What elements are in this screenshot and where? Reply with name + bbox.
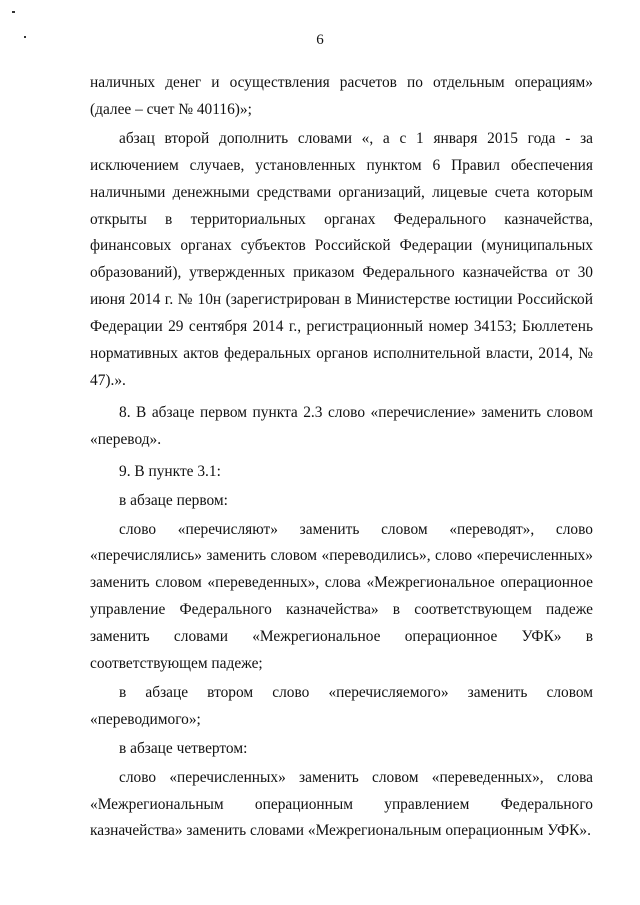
paragraph-abzac-second: в абзаце втором слово «перечисляемого» заменить словом «переводимого»;: [90, 683, 593, 728]
paragraph-abzac-first-body: слово «перечисляют» заменить словом «переводят», слово «перечислялись» заменить словом «переводились», слово «перечисленных» заменить словом «переведенных», слова «Межрегиональное операционное управление Федерального казначейства» в соответствующем падеже заменить словами «Межрегиональное операционное УФК» в соответствующем падеже;: [90, 520, 593, 673]
paragraph-abzac-fourth-heading: в абзаце четвертом:: [119, 739, 248, 757]
paragraph-abzac-first-heading: в абзаце первом:: [119, 491, 228, 509]
paragraph-item-8: 8. В абзаце первом пункта 2.3 слово «перечисление» заменить словом «перевод».: [90, 403, 593, 448]
paragraph-item-9: 9. В пункте 3.1:: [119, 462, 221, 480]
page-number: 6: [316, 32, 324, 48]
document-body: [90, 70, 593, 845]
scan-artifact: [12, 11, 15, 13]
paragraph-amendment-abzac-second: абзац второй дополнить словами «, а с 1 января 2015 года - за исключением случаев, установленных пунктом 6 Правил обеспечения наличными денежными средствами организаций, лицевые счета которым открыты в территориальных органах Федерального казначейства, финансовых органах субъектов Российской Федерации (муниципальных образований), утвержденных приказом Федерального казначейства от 30 июня 2014 г. № 10н (зарегистрирован в Министерстве юстиции Российской Федерации 29 сентября 2014 г., регистрационный номер 34153; Бюллетень нормативных актов федеральных органов исполнительной власти, 2014, № 47).».: [90, 129, 593, 389]
paragraph-abzac-fourth-body: слово «перечисленных» заменить словом «переведенных», слова «Межрегиональным операционным управлением Федерального казначейства» заменить словами «Межрегиональным операционным УФК».: [90, 768, 593, 840]
paragraph-continuation: наличных денег и осуществления расчетов по отдельным операциям» (далее – счет № 40116)»;: [90, 74, 593, 118]
